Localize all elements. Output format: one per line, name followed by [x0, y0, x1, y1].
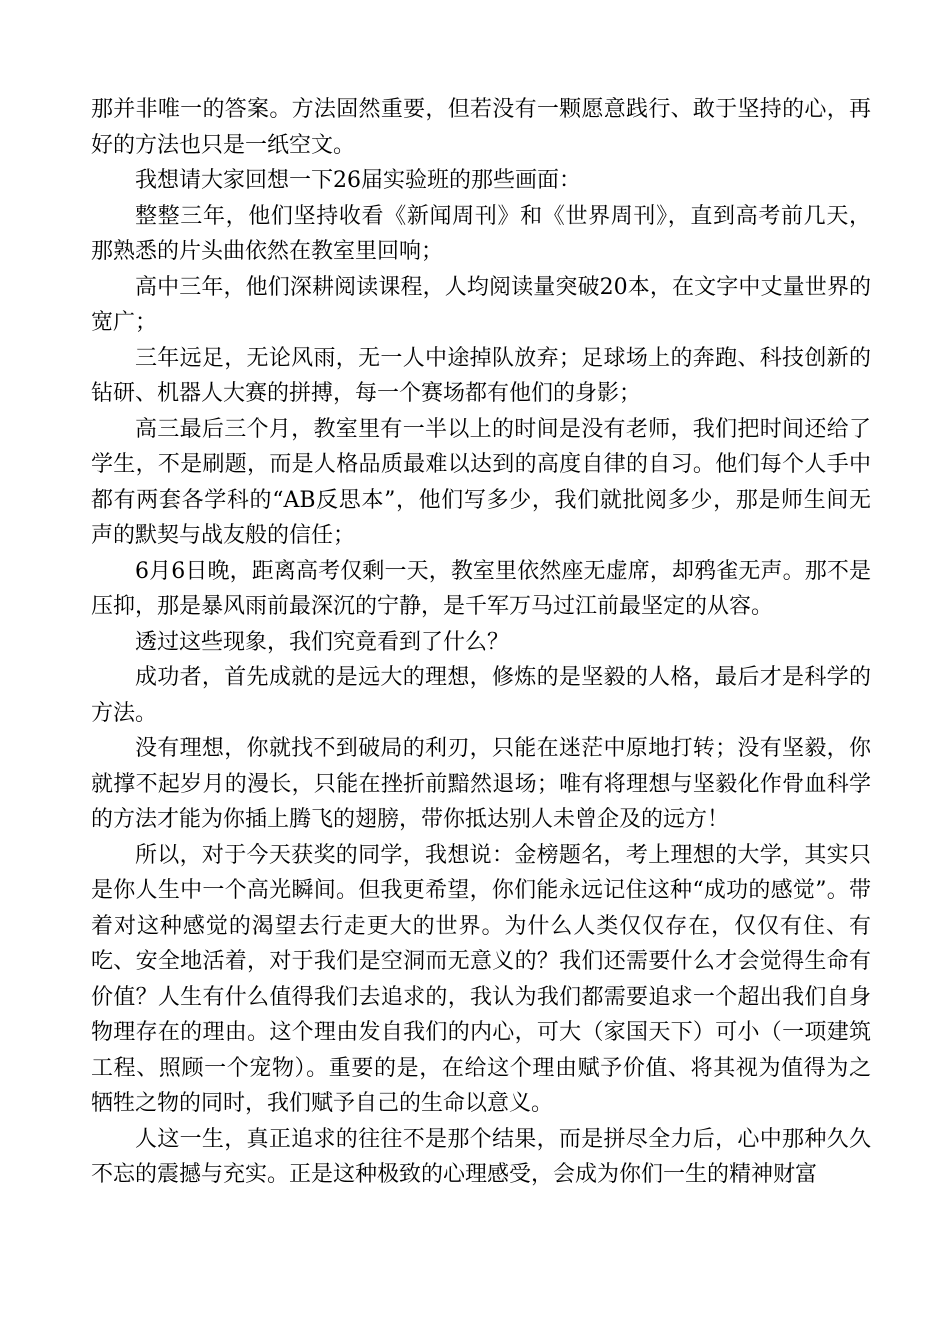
paragraph: 人这一生，真正追求的往往不是那个结果，而是拼尽全力后，心中那种久久不忘的震撼与充实。正是这种极致的心理感受，会成为你们一生的精神财富 [91, 1126, 871, 1187]
paragraph: 所以，对于今天获奖的同学，我想说：金榜题名，考上理想的大学，其实只是你人生中一个高光瞬间。但我更希望，你们能永远记住这种“成功的感觉”。带着对这种感觉的渴望去行走更大的世界。为什么人类仅仅存在，仅仅有住、有吃、安全地活着，对于我们是空洞而无意义的？我们还需要什么才会觉得生命有价值？人生有什么值得我们去追求的，我认为我们都需要追求一个超出我们自身物理存在的理由。这个理由发自我们的内心，可大（家国天下）可小（一项建筑工程、照顾一个宠物）。重要的是，在给这个理由赋予价值、将其视为值得为之牺牲之物的同时，我们赋予自己的生命以意义。 [91, 842, 871, 1116]
paragraph: 6月6日晚，距离高考仅剩一天，教室里依然座无虚席，却鸦雀无声。那不是压抑，那是暴风雨前最深沉的宁静，是千军万马过江前最坚定的从容。 [91, 558, 871, 619]
document-body [91, 92, 871, 1193]
paragraph: 没有理想，你就找不到破局的利刃，只能在迷茫中原地打转；没有坚毅，你就撑不起岁月的漫长，只能在挫折前黯然退场；唯有将理想与坚毅化作骨血科学的方法才能为你插上腾飞的翅膀，带你抵达别人未曾企及的远方！ [91, 736, 871, 832]
paragraph: 三年远足，无论风雨，无一人中途掉队放弃；足球场上的奔跑、科技创新的钻研、机器人大赛的拼搏，每一个赛场都有他们的身影； [91, 345, 871, 406]
paragraph: 整整三年，他们坚持收看《新闻周刊》和《世界周刊》，直到高考前几天，那熟悉的片头曲依然在教室里回响； [91, 203, 871, 264]
paragraph: 透过这些现象，我们究竟看到了什么？ [135, 629, 510, 655]
paragraph: 高中三年，他们深耕阅读课程，人均阅读量突破20本，在文字中丈量世界的宽广； [91, 274, 871, 335]
paragraph: 成功者，首先成就的是远大的理想，修炼的是坚毅的人格，最后才是科学的方法。 [91, 665, 871, 726]
paragraph: 我想请大家回想一下26届实验班的那些画面： [135, 168, 581, 193]
paragraph: 那并非唯一的答案。方法固然重要，但若没有一颗愿意践行、敢于坚持的心，再好的方法也只是一纸空文。 [91, 97, 871, 158]
paragraph: 高三最后三个月，教室里有一半以上的时间是没有老师，我们把时间还给了学生，不是刷题，而是人格品质最难以达到的高度自律的自习。他们每个人手中都有两套各学科的“AB反思本”，他们写多少，我们就批阅多少，那是师生间无声的默契与战友般的信任； [91, 416, 871, 548]
